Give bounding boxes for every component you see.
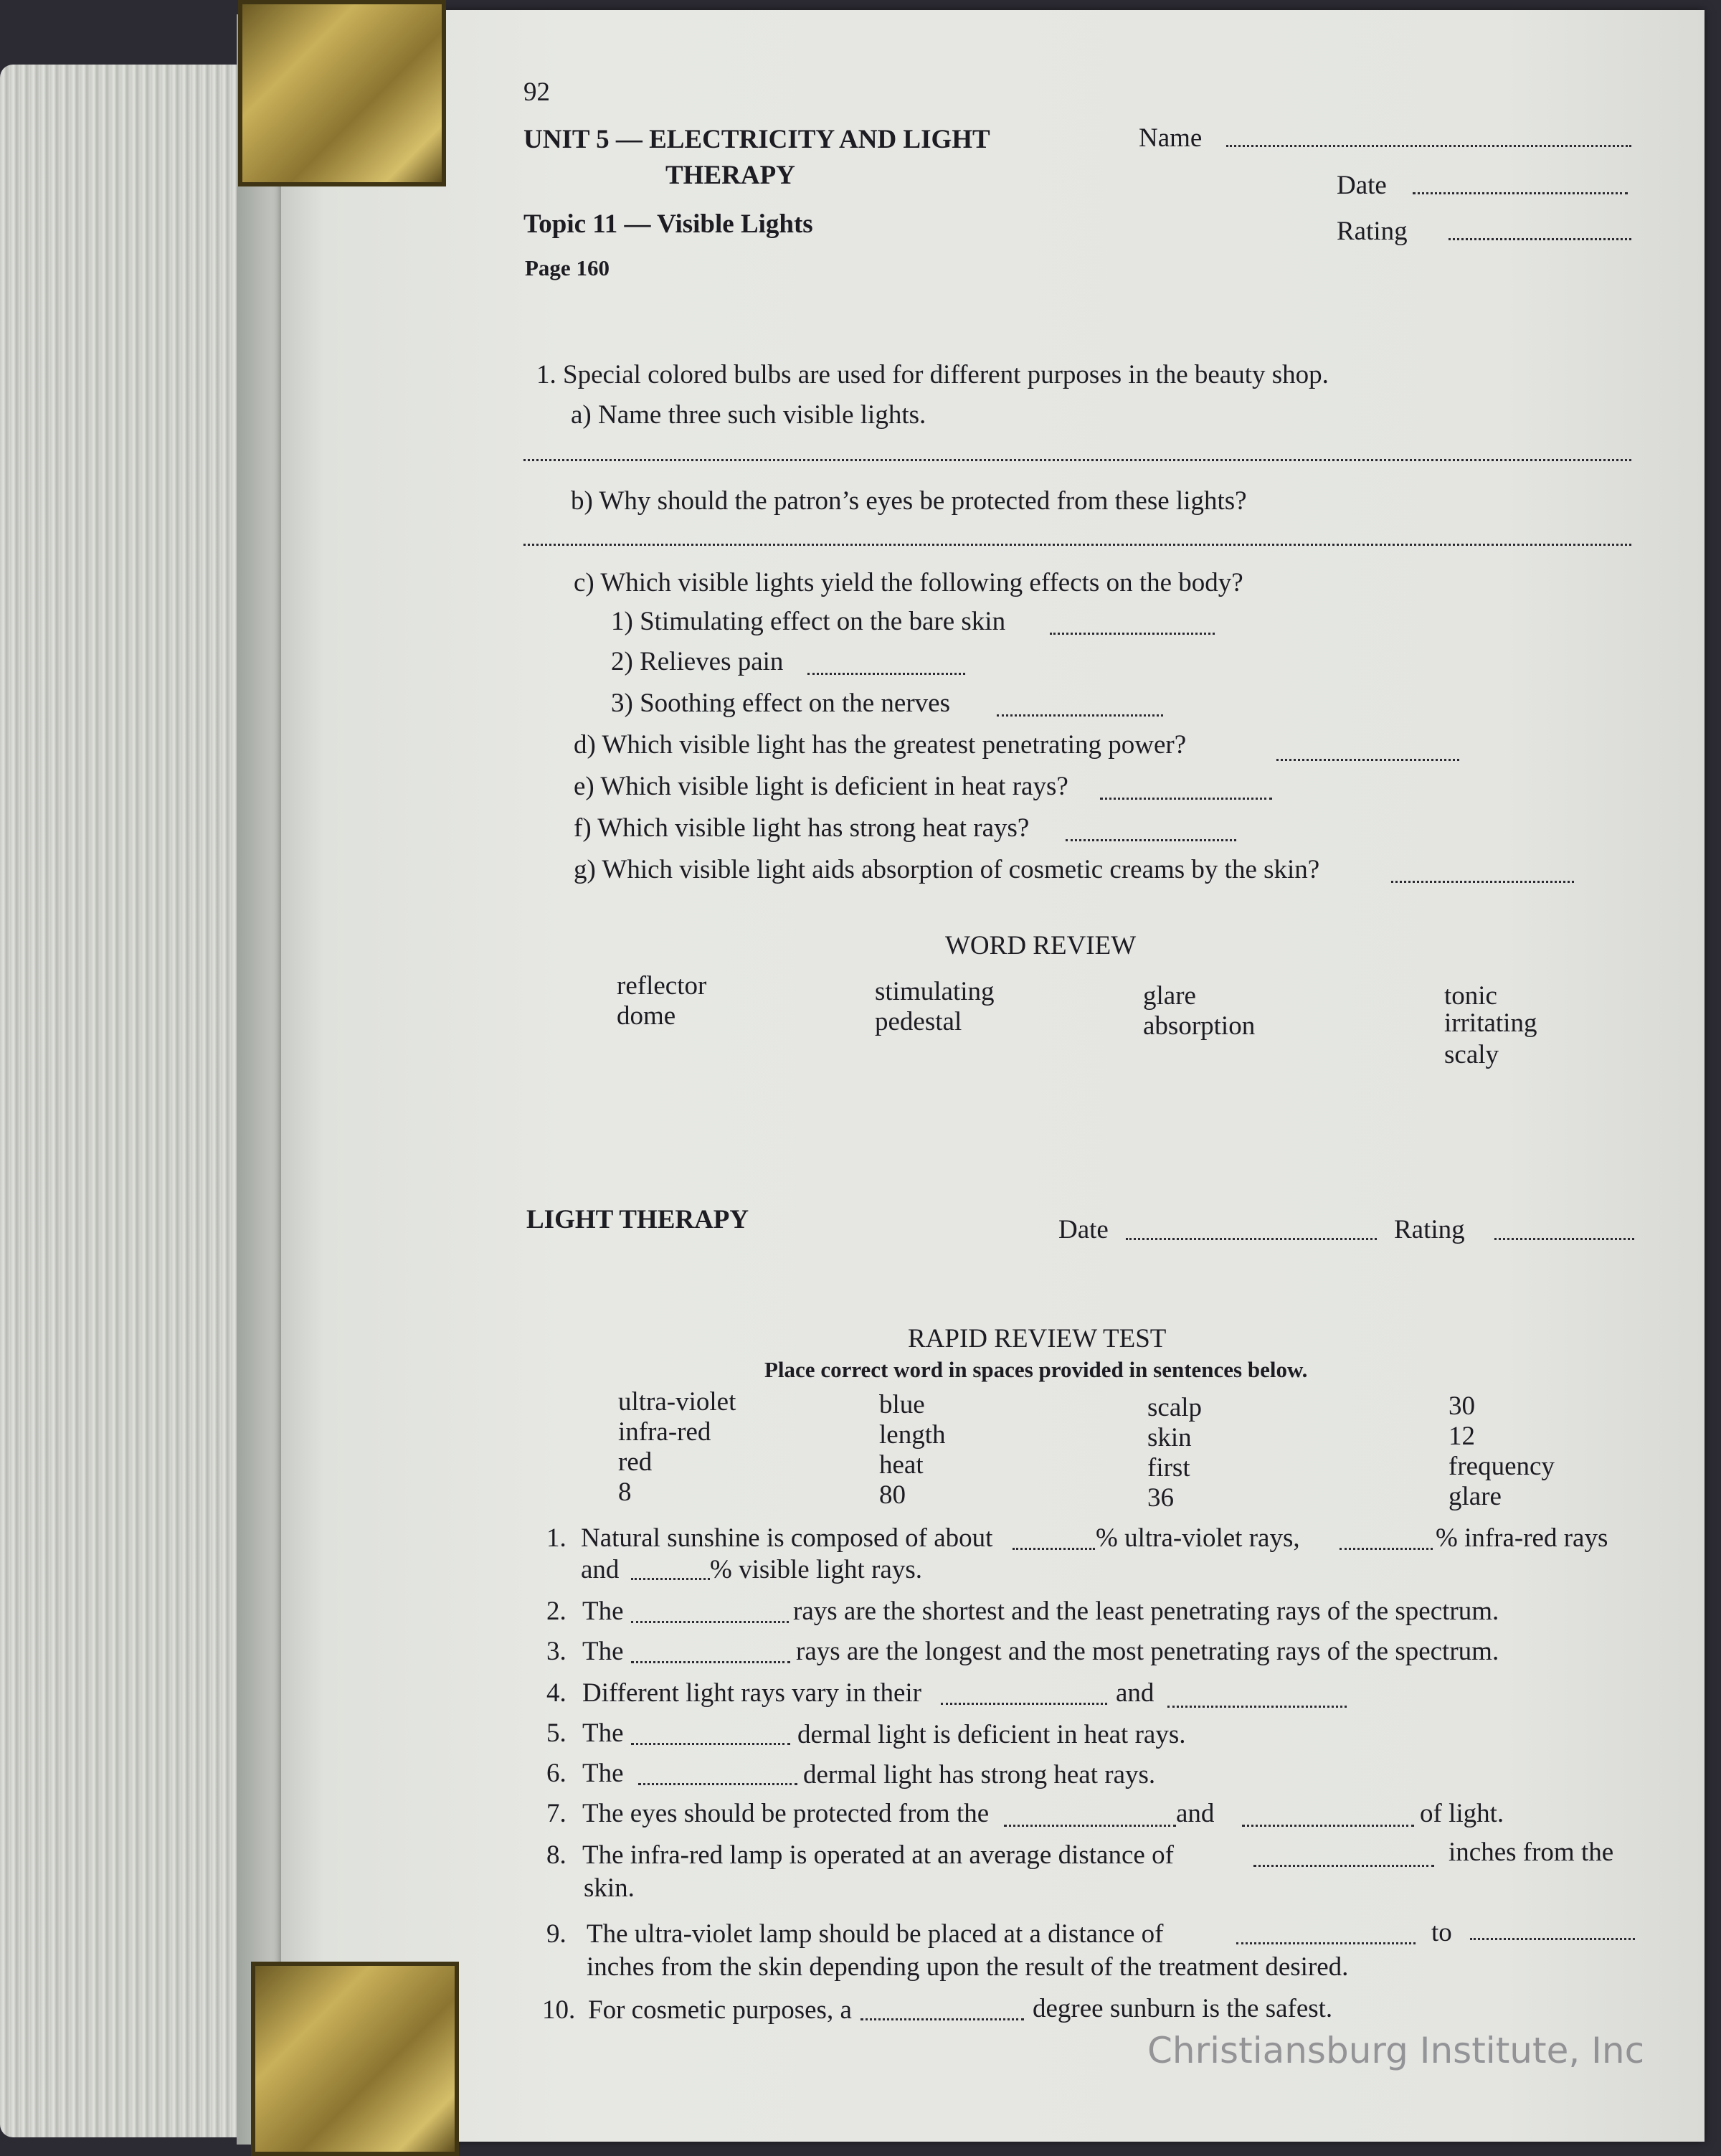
question-1c-3: 3) Soothing effect on the nerves: [611, 689, 950, 718]
sentence-8-text: inches from the: [1449, 1838, 1614, 1867]
question-1b: b) Why should the patron’s eyes be protected from these lights?: [571, 486, 1247, 516]
sentence-5-text: dermal light is deficient in heat rays.: [797, 1720, 1186, 1749]
sentence-7-text: The eyes should be protected from the: [582, 1799, 990, 1828]
rapid-review-word: ultra-violet: [618, 1387, 736, 1417]
blank-4b[interactable]: [1167, 1706, 1347, 1708]
answer-line-1a[interactable]: [523, 459, 1631, 461]
answer-1c-3[interactable]: [997, 714, 1163, 717]
blank-8[interactable]: [1253, 1865, 1434, 1867]
rapid-review-instruction: Place correct word in spaces provided in sentences below.: [764, 1357, 1308, 1382]
unit-title-line1: UNIT 5 — ELECTRICITY AND LIGHT: [523, 125, 990, 154]
answer-1c-2[interactable]: [807, 673, 965, 675]
blank-9a[interactable]: [1236, 1942, 1416, 1944]
page-reference: Page 160: [525, 255, 610, 280]
blank-1b[interactable]: [1340, 1548, 1433, 1550]
sentence-9-text: inches from the skin depending upon the result of the treatment desired.: [587, 1952, 1349, 1982]
sentence-10-text: For cosmetic purposes, a: [588, 1995, 852, 2025]
sentence-6-text: dermal light has strong heat rays.: [803, 1760, 1156, 1789]
question-1d: d) Which visible light has the greatest penetrating power?: [574, 730, 1187, 760]
light-therapy-title: LIGHT THERAPY: [526, 1205, 749, 1234]
answer-1d[interactable]: [1276, 759, 1459, 761]
date-label: Date: [1337, 171, 1387, 200]
rapid-review-word: infra-red: [618, 1417, 711, 1447]
sentence-4-text: Different light rays vary in their: [582, 1678, 921, 1708]
sentence-number: 10.: [542, 1995, 576, 2025]
rapid-review-word: scalp: [1147, 1393, 1203, 1422]
blank-4a[interactable]: [941, 1703, 1107, 1705]
sentence-number: 2.: [546, 1597, 566, 1626]
word-review-word: absorption: [1143, 1011, 1256, 1041]
rapid-review-word: frequency: [1449, 1452, 1555, 1481]
date-field[interactable]: [1413, 192, 1628, 194]
sentence-7-text: and: [1176, 1799, 1215, 1828]
answer-1c-1[interactable]: [1050, 633, 1215, 635]
rapid-review-word: 12: [1449, 1422, 1475, 1451]
sentence-1-text: % visible light rays.: [710, 1555, 922, 1584]
sentence-1-text: Natural sunshine is composed of about: [581, 1523, 993, 1553]
sentence-10-text: degree sunburn is the safest.: [1033, 1994, 1333, 2023]
rapid-review-word: heat: [879, 1450, 924, 1480]
rapid-review-word: glare: [1449, 1482, 1502, 1511]
sentence-8-text: The infra-red lamp is operated at an average distance of: [582, 1840, 1174, 1870]
light-therapy-date-label: Date: [1058, 1215, 1109, 1244]
name-field[interactable]: [1226, 145, 1631, 147]
sentence-4-text: and: [1116, 1678, 1155, 1708]
rating-label: Rating: [1337, 217, 1408, 246]
answer-1g[interactable]: [1391, 881, 1574, 883]
page-number: 92: [523, 77, 550, 107]
word-review-title: WORD REVIEW: [945, 931, 1137, 960]
sentence-number: 7.: [546, 1799, 566, 1828]
sentence-number: 3.: [546, 1637, 566, 1666]
blank-1a[interactable]: [1013, 1548, 1095, 1550]
rapid-review-word: 36: [1147, 1483, 1174, 1513]
rapid-review-word: skin: [1147, 1423, 1192, 1452]
sentence-1-text: % infra-red rays: [1436, 1523, 1608, 1553]
sentence-number: 6.: [546, 1759, 566, 1788]
light-therapy-date-field[interactable]: [1126, 1238, 1377, 1240]
question-1c-1: 1) Stimulating effect on the bare skin: [611, 607, 1006, 636]
blank-7b[interactable]: [1242, 1825, 1414, 1827]
word-review-word: irritating: [1444, 1008, 1537, 1038]
sentence-8-text: skin.: [584, 1873, 635, 1903]
word-review-word: tonic: [1444, 981, 1497, 1011]
sentence-number: 5.: [546, 1718, 566, 1748]
sentence-number: 8.: [546, 1840, 566, 1870]
name-label: Name: [1139, 123, 1203, 153]
blank-10[interactable]: [860, 2018, 1024, 2020]
sentence-6-text: The: [582, 1759, 624, 1788]
blank-9b[interactable]: [1470, 1938, 1635, 1940]
sentence-2-text: rays are the shortest and the least penetrating rays of the spectrum.: [793, 1597, 1499, 1626]
word-review-word: scaly: [1444, 1040, 1499, 1069]
blank-6[interactable]: [638, 1783, 797, 1785]
question-1g: g) Which visible light aids absorption of cosmetic creams by the skin?: [574, 855, 1320, 884]
binder-clip-top: [238, 0, 446, 186]
sentence-1-text: % ultra-violet rays,: [1096, 1523, 1300, 1553]
topic-title: Topic 11 — Visible Lights: [523, 209, 813, 239]
question-1: 1. Special colored bulbs are used for different purposes in the beauty shop.: [536, 360, 1329, 389]
word-review-word: pedestal: [875, 1007, 962, 1036]
sentence-9-text: The ultra-violet lamp should be placed at a distance of: [587, 1919, 1164, 1949]
blank-5[interactable]: [631, 1743, 790, 1745]
sentence-number: 1.: [546, 1523, 566, 1553]
question-1c: c) Which visible lights yield the following effects on the body?: [574, 568, 1243, 597]
blank-1c[interactable]: [631, 1578, 710, 1580]
answer-line-1b[interactable]: [523, 544, 1631, 546]
binder-clip-bottom: [251, 1962, 459, 2156]
answer-1e[interactable]: [1100, 798, 1272, 800]
light-therapy-rating-field[interactable]: [1494, 1238, 1634, 1240]
sentence-3-text: rays are the longest and the most penetrating rays of the spectrum.: [796, 1637, 1499, 1666]
sentence-1-text: and: [581, 1555, 620, 1584]
rapid-review-word: red: [618, 1447, 653, 1477]
sentence-3-text: The: [582, 1637, 624, 1666]
word-review-word: glare: [1143, 981, 1196, 1011]
rapid-review-word: blue: [879, 1390, 925, 1419]
rapid-review-word: first: [1147, 1453, 1190, 1483]
sentence-number: 9.: [546, 1919, 566, 1949]
question-1c-2: 2) Relieves pain: [611, 647, 784, 676]
answer-1f[interactable]: [1066, 839, 1236, 841]
unit-title-line2: THERAPY: [665, 161, 795, 190]
question-1a: a) Name three such visible lights.: [571, 400, 926, 430]
question-1f: f) Which visible light has strong heat rays?: [574, 813, 1030, 843]
sentence-number: 4.: [546, 1678, 566, 1708]
word-review-word: stimulating: [875, 977, 995, 1006]
blank-2[interactable]: [631, 1621, 789, 1623]
light-therapy-rating-label: Rating: [1394, 1215, 1465, 1244]
blank-3[interactable]: [631, 1661, 790, 1663]
sentence-5-text: The: [582, 1718, 624, 1748]
rating-field[interactable]: [1449, 238, 1631, 240]
sentence-7-text: of light.: [1420, 1799, 1504, 1828]
word-review-word: dome: [617, 1001, 676, 1031]
rapid-review-word: 8: [618, 1477, 632, 1507]
rapid-review-word: length: [879, 1420, 946, 1450]
watermark: Christiansburg Institute, Inc: [1147, 2030, 1645, 2071]
blank-7a[interactable]: [1004, 1825, 1176, 1827]
rapid-review-title: RAPID REVIEW TEST: [908, 1324, 1167, 1353]
rapid-review-word: 80: [879, 1480, 906, 1510]
sentence-9-text: to: [1431, 1918, 1452, 1947]
question-1e: e) Which visible light is deficient in heat rays?: [574, 772, 1068, 801]
sentence-2-text: The: [582, 1597, 624, 1626]
word-review-word: reflector: [617, 971, 707, 1001]
rapid-review-word: 30: [1449, 1391, 1475, 1421]
